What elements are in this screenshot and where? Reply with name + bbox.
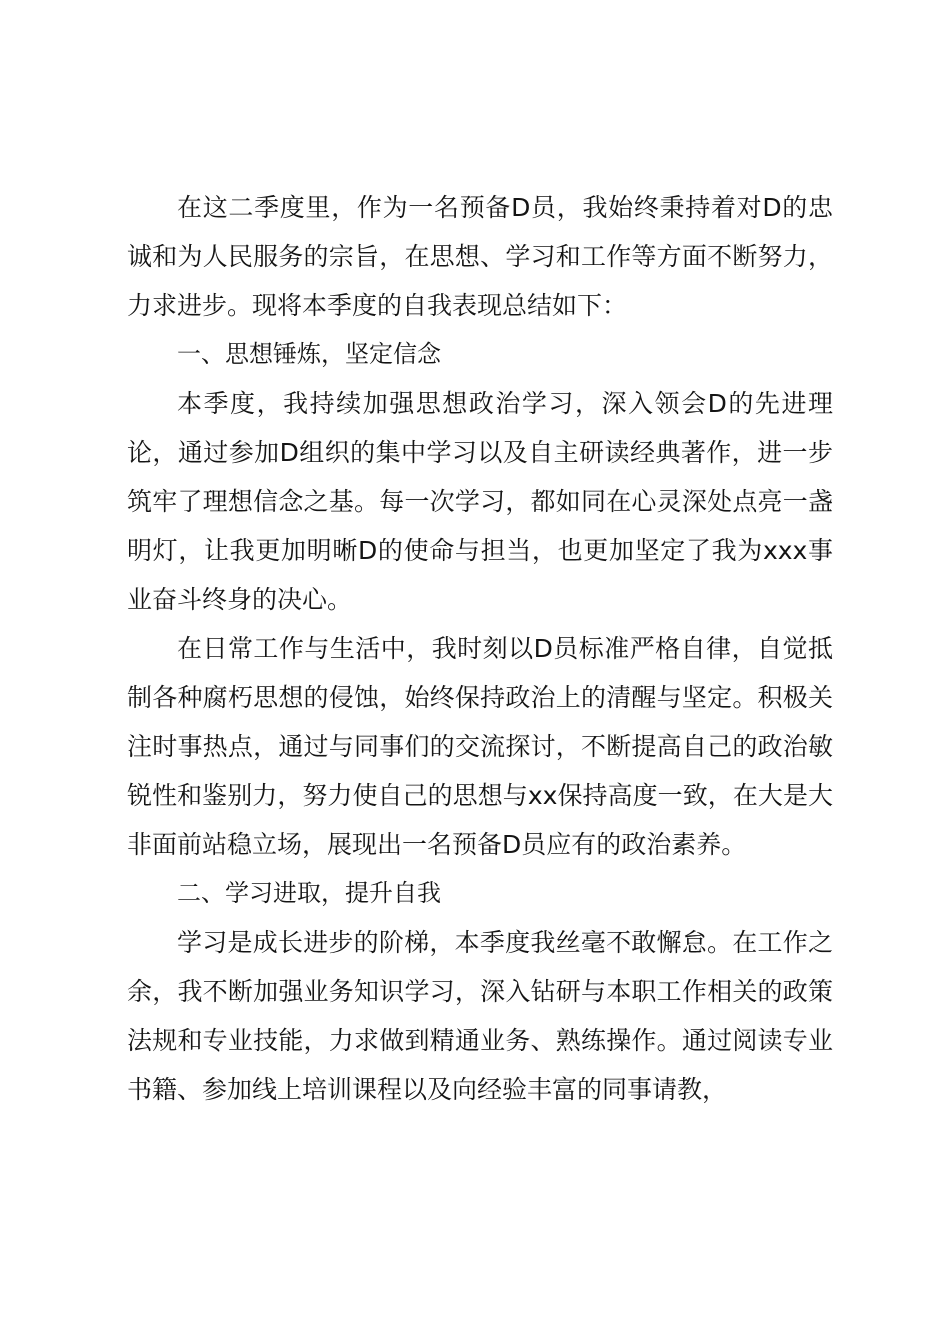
section-heading-1: 一、思想锤炼，坚定信念 (177, 340, 441, 368)
body-paragraph: 在日常工作与生活中，我时刻以D员标准严格自律，自觉抵制各种腐朽思想的侵蚀，始终保持政治上的清醒与坚定。积极关注时事热点，通过与同事们的交流探讨，不断提高自己的政治敏锐性和鉴别力，努力使自己的思想与xx保持高度一致，在大是大非面前站稳立场，展现出一名预备D员应有的政治素养。 (127, 634, 833, 859)
section-heading-2: 二、学习进取，提升自我 (177, 879, 441, 907)
document-body (127, 183, 833, 1114)
body-paragraph: 本季度，我持续加强思想政治学习，深入领会D的先进理论，通过参加D组织的集中学习以及自主研读经典著作，进一步筑牢了理想信念之基。每一次学习，都如同在心灵深处点亮一盏明灯，让我更加明晰D的使命与担当，也更加坚定了我为xxx事业奋斗终身的决心。 (127, 389, 833, 614)
body-paragraph: 学习是成长进步的阶梯，本季度我丝毫不敢懈怠。在工作之余，我不断加强业务知识学习，深入钻研与本职工作相关的政策法规和专业技能，力求做到精通业务、熟练操作。通过阅读专业书籍、参加线上培训课程以及向经验丰富的同事请教， (127, 928, 833, 1104)
intro-paragraph: 在这二季度里，作为一名预备D员，我始终秉持着对D的忠诚和为人民服务的宗旨，在思想、学习和工作等方面不断努力，力求进步。现将本季度的自我表现总结如下： (127, 193, 833, 320)
